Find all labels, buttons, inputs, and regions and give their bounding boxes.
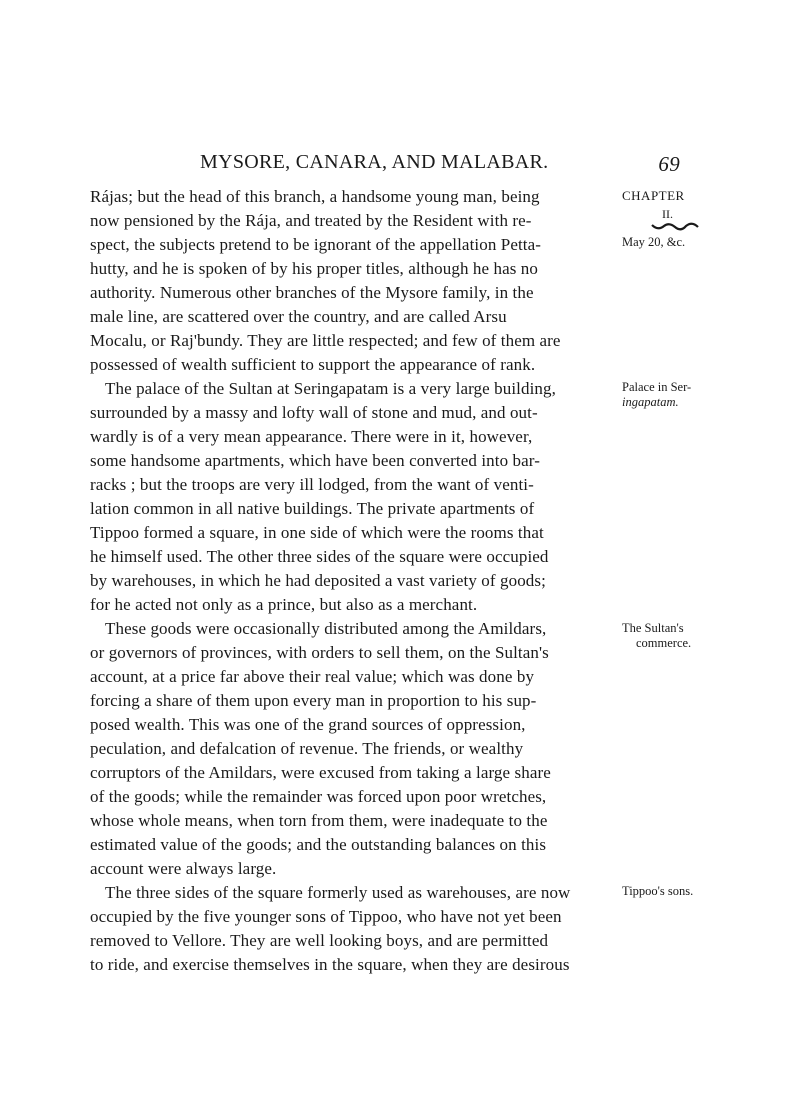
text-line: Rájas; but the head of this branch, a handsome young man, being — [90, 187, 540, 206]
text-line: The palace of the Sultan at Seringapatam is a very large building, — [105, 379, 556, 398]
margin-note-line: commerce. — [636, 636, 692, 650]
text-line: Mocalu, or Raj'bundy. They are little respected; and few of them are — [90, 331, 561, 350]
margin-date: May 20, &c. — [622, 235, 686, 249]
text-line: or governors of provinces, with orders to sell them, on the Sultan's — [90, 643, 549, 662]
text-line: account were always large. — [90, 859, 277, 878]
text-line: forcing a share of them upon every man in proportion to his sup- — [90, 691, 537, 710]
chapter-label: CHAPTER — [622, 188, 685, 203]
chapter-number: II. — [662, 207, 673, 221]
text-line: occupied by the five younger sons of Tippoo, who have not yet been — [90, 907, 562, 926]
margin-note-line: Tippoo's sons. — [622, 884, 694, 898]
text-line: of the goods; while the remainder was forced upon poor wretches, — [90, 787, 547, 806]
margin-note-line: Palace in Ser- — [622, 380, 692, 394]
text-line: corruptors of the Amildars, were excused from taking a large share — [90, 763, 551, 782]
text-line: lation common in all native buildings. The private apartments of — [90, 499, 535, 518]
text-line: posed wealth. This was one of the grand sources of oppression, — [90, 715, 526, 734]
text-line: authority. Numerous other branches of the Mysore family, in the — [90, 283, 534, 302]
text-line: he himself used. The other three sides of the square were occupied — [90, 547, 549, 566]
text-line: male line, are scattered over the country, and are called Arsu — [90, 307, 507, 326]
text-line: surrounded by a massy and lofty wall of stone and mud, and out- — [90, 403, 538, 422]
text-line: These goods were occasionally distributed among the Amildars, — [105, 619, 547, 638]
text-line: now pensioned by the Rája, and treated by the Resident with re- — [90, 211, 532, 230]
margin-note-line: ingapatam. — [622, 395, 679, 409]
margin-note-line: The Sultan's — [622, 621, 684, 635]
text-line: spect, the subjects pretend to be ignorant of the appellation Petta- — [90, 235, 542, 254]
text-line: some handsome apartments, which have been converted into bar- — [90, 451, 540, 470]
text-line: peculation, and defalcation of revenue. The friends, or wealthy — [90, 739, 524, 758]
text-line: for he acted not only as a prince, but also as a merchant. — [90, 595, 478, 614]
text-line: removed to Vellore. They are well looking boys, and are permitted — [90, 931, 549, 950]
text-line: account, at a price far above their real value; which was done by — [90, 667, 535, 686]
text-line: hutty, and he is spoken of by his proper titles, although he has no — [90, 259, 539, 278]
text-line: possessed of wealth sufficient to support the appearance of rank. — [90, 355, 536, 374]
text-line: whose whole means, when torn from them, were inadequate to the — [90, 811, 548, 830]
page-number: 69 — [658, 152, 680, 176]
text-line: The three sides of the square formerly used as warehouses, are now — [105, 883, 571, 902]
ornament-icon — [650, 222, 700, 232]
text-line: Tippoo formed a square, in one side of which were the rooms that — [90, 523, 544, 542]
text-line: wardly is of a very mean appearance. There were in it, however, — [90, 427, 533, 446]
text-line: by warehouses, in which he had deposited a vast variety of goods; — [90, 571, 546, 590]
text-line: racks ; but the troops are very ill lodged, from the want of venti- — [90, 475, 534, 494]
text-line: to ride, and exercise themselves in the square, when they are desirous — [90, 955, 570, 974]
text-line: estimated value of the goods; and the outstanding balances on this — [90, 835, 547, 854]
running-title: MYSORE, CANARA, AND MALABAR. — [200, 151, 549, 173]
